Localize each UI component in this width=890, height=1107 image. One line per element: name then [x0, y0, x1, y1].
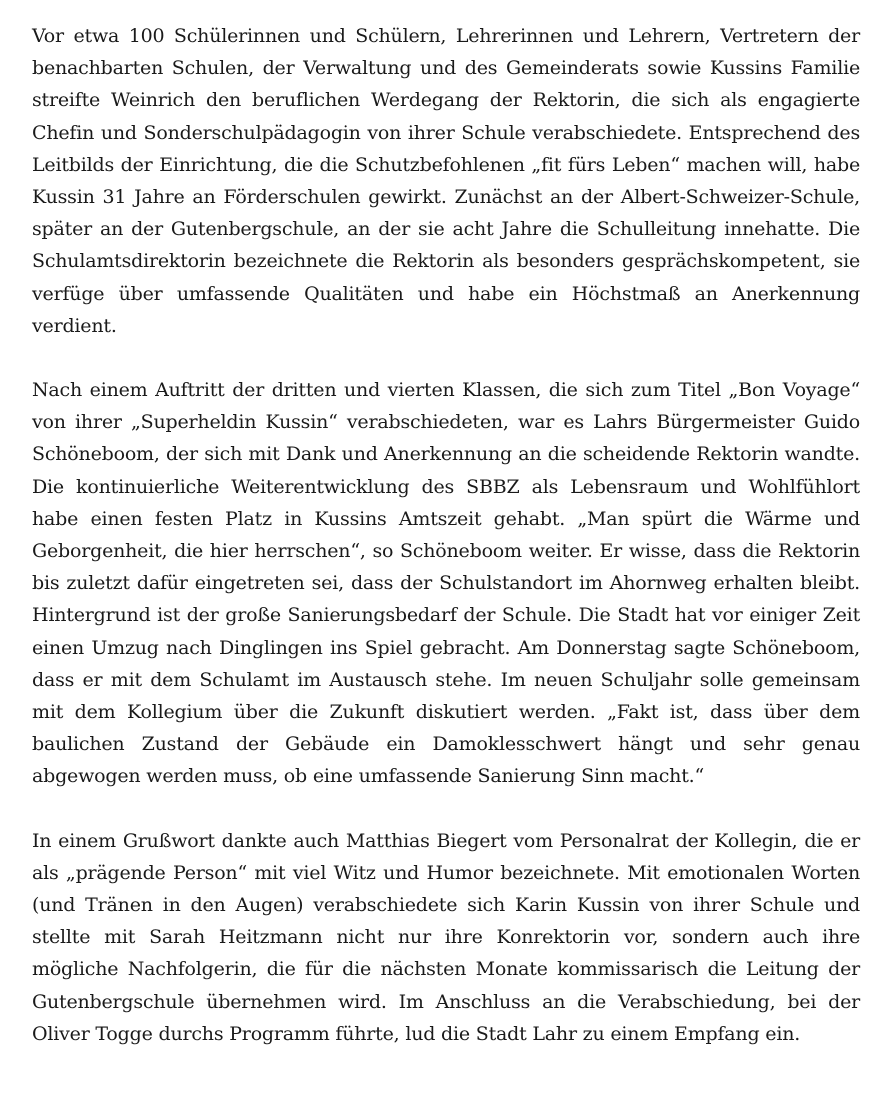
article-paragraph: Vor etwa 100 Schülerinnen und Schülern, Lehrerinnen und Lehrern, Vertretern der benachbarten Schulen, der Verwaltung und des Gemeinderats sowie Kussins Familie streifte Weinrich den beruflichen Werdegang der Rektorin, die sich als engagierte Chefin und Sonderschulpädagogin von ihrer Schule verabschiedete. Entsprechend des Leitbilds der Einrichtung, die die Schutzbefohlenen „fit fürs Leben“ machen will, habe Kussin 31 Jahre an Förderschulen gewirkt. Zunächst an der Albert-Schweizer-Schule, später an der Gutenbergschule, an der sie acht Jahre die Schulleitung innehatte. Die Schulamtsdirektorin bezeichnete die Rektorin als besonders gesprächskompetent, sie verfüge über umfassende Qualitäten und habe ein Höchstmaß an Anerkennung verdient. [32, 25, 860, 337]
article-paragraph: In einem Grußwort dankte auch Matthias Biegert vom Personalrat der Kollegin, die er als „prägende Person“ mit viel Witz und Humor bezeichnete. Mit emotionalen Worten (und Tränen in den Augen) verabschiedete sich Karin Kussin von ihrer Schule und stellte mit Sarah Heitzmann nicht nur ihre Konrektorin vor, sondern auch ihre mögliche Nachfolgerin, die für die nächsten Monate kommissarisch die Leitung der Gutenbergschule übernehmen wird. Im Anschluss an die Verabschiedung, bei der Oliver Togge durchs Programm führte, lud die Stadt Lahr zu einem Empfang ein. [32, 829, 860, 1045]
article-paragraph: Nach einem Auftritt der dritten und vierten Klassen, die sich zum Titel „Bon Voyage“ von ihrer „Superheldin Kussin“ verabschiedeten, war es Lahrs Bürgermeister Guido Schöneboom, der sich mit Dank und Anerkennung an die scheidende Rektorin wandte. Die kontinuierliche Weiterentwicklung des SBBZ als Lebensraum und Wohlfühlort habe einen festen Platz in Kussins Amtszeit gehabt. „Man spürt die Wärme und Geborgenheit, die hier herrschen“, so Schöneboom weiter. Er wisse, dass die Rektorin bis zuletzt dafür eingetreten sei, dass der Schulstandort im Ahornweg erhalten bleibt. Hintergrund ist der große Sanierungsbedarf der Schule. Die Stadt hat vor einiger Zeit einen Umzug nach Dinglingen ins Spiel gebracht. Am Donnerstag sagte Schöneboom, dass er mit dem Schulamt im Austausch stehe. Im neuen Schuljahr solle gemeinsam mit dem Kollegium über die Zukunft diskutiert werden. „Fakt ist, dass über dem baulichen Zustand der Gebäude ein Damoklesschwert hängt und sehr genau abgewogen werden muss, ob eine umfassende Sanierung Sinn macht.“ [32, 379, 860, 788]
article-body [32, 20, 860, 1082]
